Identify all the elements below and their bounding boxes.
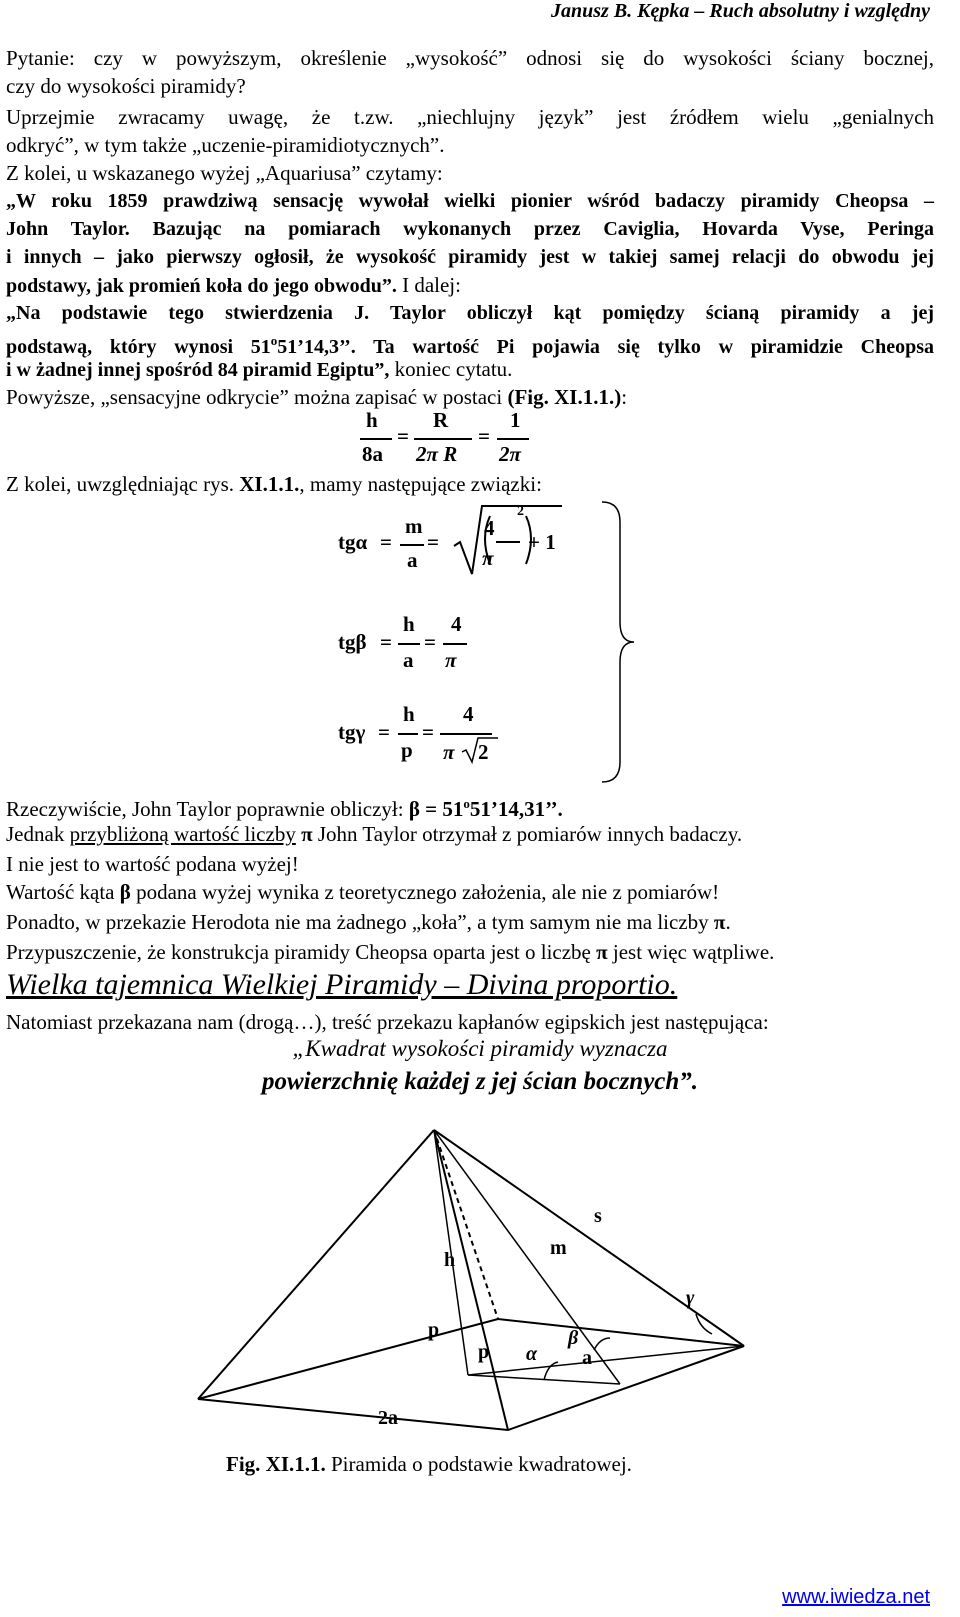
pyramid-figure (196, 1124, 756, 1444)
label-m: m (550, 1237, 567, 1259)
equals-sign: = (422, 720, 434, 744)
formula-1-numerator: R (433, 408, 449, 432)
plus-one: + 1 (528, 530, 556, 554)
brace-icon (598, 500, 638, 784)
fraction-bar (398, 733, 418, 735)
formula-1-denominator: 2π R (416, 442, 458, 466)
equals-sign: = (478, 424, 490, 448)
equals-sign: = (424, 630, 436, 654)
site-link[interactable]: www.iwiedza.net (782, 1586, 930, 1608)
label-p: p (428, 1319, 440, 1341)
text-line: Przypuszczenie, że konstrukcja piramidy Cheopsa oparta jest o liczbę π jest więc wątpliwe. (6, 940, 775, 964)
fraction-bar (400, 544, 424, 546)
tg-beta-label: tgβ (338, 630, 367, 654)
fraction-bar (360, 438, 392, 440)
fraction-bar (497, 438, 529, 440)
beta-arc (594, 1338, 610, 1350)
inner-numerator: 4 (484, 516, 495, 540)
text-line: Natomiast przekazana nam (drogą…), treść przekazu kapłanów egipskich jest następująca: (6, 1010, 769, 1034)
fraction-bar (398, 643, 420, 645)
text-line: czy do wysokości piramidy? (6, 74, 246, 98)
text-line: Uprzejmie zwracamy uwagę, że t.zw. „niechlujny język” jest źródłem wielu „genialnych (6, 105, 934, 129)
formula-1-numerator: 1 (510, 408, 521, 432)
text-line: Pytanie: czy w powyższym, określenie „wysokość” odnosi się do wysokości ściany bocznej, (6, 46, 934, 70)
equals-sign: = (380, 630, 392, 654)
quote-line: podstawy, jak promień koła do jego obwodu”. I dalej: (6, 273, 461, 297)
equals-sign: = (397, 424, 409, 448)
label-gamma: γ (686, 1287, 695, 1309)
figure-caption: Fig. XI.1.1. Piramida o podstawie kwadratowej. (226, 1452, 632, 1476)
pyramid-edge-hidden (434, 1130, 498, 1319)
label-h: h (444, 1249, 456, 1271)
formula-1-numerator: h (366, 408, 378, 432)
equals-sign: = (378, 720, 390, 744)
tg-gamma-label: tgγ (338, 720, 366, 744)
quote-line: i w żadnej innej spośród 84 piramid Egiptu”, koniec cytatu. (6, 357, 513, 381)
formula-1-denominator: 8a (362, 442, 383, 466)
numerator: h (403, 612, 415, 636)
denominator: π (443, 740, 455, 764)
numerator: 4 (451, 612, 462, 636)
numerator: m (405, 514, 423, 538)
section-heading: Wielka tajemnica Wielkiej Piramidy – Divina proportio. (6, 968, 678, 1001)
inner-denominator: π (482, 546, 494, 570)
text-line: I nie jest to wartość podana wyżej! (6, 852, 299, 876)
quote-line: podstawą, który wynosi 51$^o$51’14,3’’. Ta wartość Pi pojawia się tylko w piramidzie Cheopsa (6, 333, 934, 358)
quote-line: i innych – jako pierwszy ogłosił, że wysokość piramidy jest w takiej samej relacji do obwodu jej (6, 246, 934, 268)
text-line: Z kolei, u wskazanego wyżej „Aquariusa” czytamy: (6, 161, 443, 185)
label-a: a (582, 1347, 592, 1369)
label-beta: β (568, 1327, 579, 1349)
fraction-bar (414, 438, 472, 440)
quote-line: „W roku 1859 prawdziwą sensację wywołał wielki pionier wśród badaczy piramidy Cheopsa – (6, 190, 934, 212)
text-line: odkryć”, w tym także „uczenie-piramidiotycznych”. (6, 133, 445, 157)
formula-1-denominator: 2π (499, 442, 521, 466)
text-line: Rzeczywiście, John Taylor poprawnie obliczył: $\beta = 51^o51’14,31$’’. (6, 796, 563, 821)
quote-line: „Kwadrat wysokości piramidy wyznacza (292, 1036, 668, 1061)
text-line: Z kolei, uwzględniając rys. XI.1.1., mamy następujące związki: (6, 472, 542, 496)
page-header: Janusz B. Kępka – Ruch absolutny i względny (551, 0, 930, 22)
label-s: s (594, 1205, 602, 1227)
pyramid-edge (434, 1130, 744, 1346)
text-line: Jednak przybliżoną wartość liczby π John Taylor otrzymał z pomiarów innych badaczy. (6, 822, 743, 846)
fraction-bar (443, 643, 467, 645)
tg-alpha-label: tgα (338, 530, 368, 554)
denominator: a (407, 548, 418, 572)
quote-line: „Na podstawie tego stwierdzenia J. Taylor obliczył kąt pomiędzy ścianą piramidy a jej (6, 302, 934, 324)
quote-line: John Taylor. Bazując na pomiarach wykonanych przez Caviglia, Hovarda Vyse, Peringa (6, 218, 934, 240)
text-line: Wartość kąta β podana wyżej wynika z teoretycznego założenia, ale nie z pomiarów! (6, 880, 720, 904)
label-alpha: α (526, 1343, 538, 1365)
exponent: 2 (517, 504, 524, 519)
denominator: p (401, 738, 413, 762)
root-value: 2 (478, 740, 489, 764)
pyramid-edge (198, 1130, 434, 1399)
text-line: Ponadto, w przekazie Herodota nie ma żadnego „koła”, a tym samym nie ma liczby π. (6, 910, 731, 934)
quote-line: powierzchnię każdej z jej ścian bocznych”. (261, 1068, 699, 1095)
text-line: Powyższe, „sensacyjne odkrycie” można zapisać w postaci (Fig. XI.1.1.): (6, 385, 628, 409)
equals-sign: = (427, 530, 439, 554)
numerator: h (403, 702, 415, 726)
equals-sign: = (380, 530, 392, 554)
label-p: p (478, 1341, 490, 1363)
denominator: π (445, 648, 457, 672)
alpha-arc (544, 1362, 558, 1380)
numerator: 4 (463, 702, 474, 726)
denominator: a (403, 648, 414, 672)
label-2a: 2a (378, 1407, 398, 1429)
